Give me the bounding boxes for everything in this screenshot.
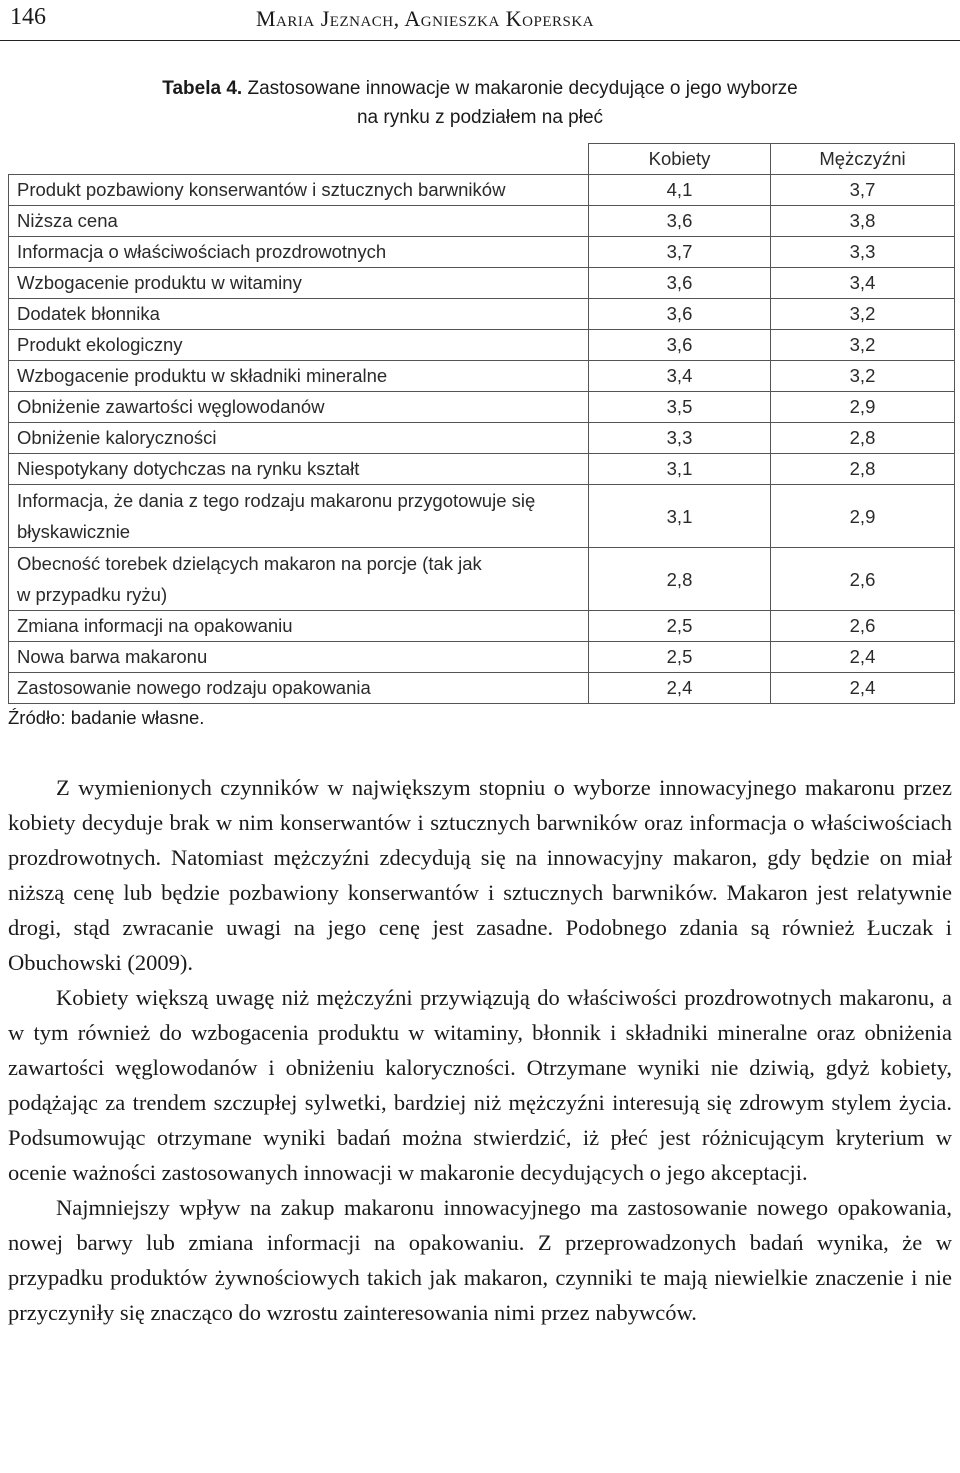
row-label-line-2: w przypadku ryżu) — [17, 584, 168, 605]
table-source-note: Źródło: badanie własne. — [8, 707, 205, 728]
header-empty-cell — [9, 144, 589, 175]
row-label: Wzbogacenie produktu w składniki mineralne — [9, 361, 589, 392]
value-mezczyzni: 2,6 — [771, 611, 955, 642]
value-mezczyzni: 2,4 — [771, 673, 955, 704]
value-kobiety: 2,5 — [589, 642, 771, 673]
value-mezczyzni: 3,8 — [771, 206, 955, 237]
table-caption — [0, 74, 960, 103]
body-text — [8, 770, 952, 1330]
table-row — [9, 206, 955, 237]
value-mezczyzni: 3,2 — [771, 361, 955, 392]
value-mezczyzni: 3,2 — [771, 330, 955, 361]
row-label: Obniżenie zawartości węglowodanów — [9, 392, 589, 423]
header-mezczyzni: Mężczyźni — [771, 144, 955, 175]
row-label: Niższa cena — [9, 206, 589, 237]
table-header-row — [9, 144, 955, 175]
table-caption-line-1: Zastosowane innowacje w makaronie decydujące o jego wyborze — [247, 78, 798, 99]
value-kobiety: 3,6 — [589, 206, 771, 237]
value-kobiety: 2,5 — [589, 611, 771, 642]
value-mezczyzni: 2,9 — [771, 485, 955, 548]
value-mezczyzni: 2,8 — [771, 454, 955, 485]
value-kobiety: 3,1 — [589, 485, 771, 548]
table-row — [9, 268, 955, 299]
value-kobiety: 2,4 — [589, 673, 771, 704]
value-kobiety: 4,1 — [589, 175, 771, 206]
row-label: Zmiana informacji na opakowaniu — [9, 611, 589, 642]
value-kobiety: 3,6 — [589, 299, 771, 330]
row-label: Informacja o właściwościach prozdrowotnych — [9, 237, 589, 268]
row-label — [9, 485, 589, 548]
value-kobiety: 3,5 — [589, 392, 771, 423]
row-label: Dodatek błonnika — [9, 299, 589, 330]
header-kobiety: Kobiety — [589, 144, 771, 175]
row-label: Wzbogacenie produktu w witaminy — [9, 268, 589, 299]
row-label: Niespotykany dotychczas na rynku kształt — [9, 454, 589, 485]
table-row — [9, 642, 955, 673]
row-label: Obniżenie kaloryczności — [9, 423, 589, 454]
value-kobiety: 3,3 — [589, 423, 771, 454]
row-label: Produkt ekologiczny — [9, 330, 589, 361]
table-row — [9, 175, 955, 206]
value-kobiety: 2,8 — [589, 548, 771, 611]
paragraph: Z wymienionych czynników w największym stopniu o wyborze innowacyjnego makaronu przez kobiety decyduje brak w nim konserwantów i sztucznych barwników oraz informacja o właściwościach prozdrowotnych. Natomiast mężczyźni zdecydują się na innowacyjny makaron, gdy będzie on miał niższą cenę lub będzie pozbawiony konserwantów i sztucznych barwników. Makaron jest relatywnie drogi, stąd zwracanie uwagi na jego cenę jest zasadne. Podobnego zdania są również Łuczak i Obuchowski (2009). — [8, 775, 952, 975]
row-label-line-2: błyskawicznie — [17, 521, 131, 542]
value-mezczyzni: 3,4 — [771, 268, 955, 299]
row-label-line-1: Obecność torebek dzielących makaron na porcje (tak jak — [17, 553, 482, 574]
data-table — [8, 143, 955, 704]
table-row — [9, 392, 955, 423]
row-label — [9, 548, 589, 611]
table-row — [9, 423, 955, 454]
table-row — [9, 485, 955, 548]
table-row — [9, 299, 955, 330]
running-head — [0, 0, 960, 41]
value-kobiety: 3,1 — [589, 454, 771, 485]
table-row — [9, 611, 955, 642]
table-row — [9, 237, 955, 268]
value-kobiety: 3,6 — [589, 330, 771, 361]
table-row — [9, 454, 955, 485]
row-label-line-1: Informacja, że dania z tego rodzaju makaronu przygotowuje się — [17, 490, 536, 511]
value-mezczyzni: 2,6 — [771, 548, 955, 611]
table-row — [9, 673, 955, 704]
value-mezczyzni: 2,9 — [771, 392, 955, 423]
row-label: Produkt pozbawiony konserwantów i sztucznych barwników — [9, 175, 589, 206]
value-mezczyzni: 3,3 — [771, 237, 955, 268]
table-row — [9, 330, 955, 361]
paragraph: Najmniejszy wpływ na zakup makaronu innowacyjnego ma zastosowanie nowego opakowania, nowej barwy lub zmiana informacji na opakowaniu. Z przeprowadzonych badań wynika, że w przypadku produktów żywnościowych takich jak makaron, czynniki te mają niewielkie znaczenie i nie przyczyniły się znacząco do wzrostu zainteresowania nimi przez nabywców. — [8, 1195, 952, 1325]
table-row — [9, 548, 955, 611]
row-label: Zastosowanie nowego rodzaju opakowania — [9, 673, 589, 704]
row-label: Nowa barwa makaronu — [9, 642, 589, 673]
value-mezczyzni: 3,2 — [771, 299, 955, 330]
paragraph: Kobiety większą uwagę niż mężczyźni przywiązują do właściwości prozdrowotnych makaronu, a w tym również do wzbogacenia produktu w witaminy, błonnik i składniki mineralne oraz obniżenia zawartości węglowodanów i obniżeniu kaloryczności. Otrzymane wyniki nie dziwią, gdyż kobiety, podążając za trendem szczupłej sylwetki, bardziej niż mężczyźni interesują się zdrowym stylem życia. Podsumowując otrzymane wyniki badań można stwierdzić, iż płeć jest różnicującym kryterium w ocenie ważności zastosowanych innowacji w makaronie decydujących o jego akceptacji. — [8, 985, 952, 1185]
value-mezczyzni: 2,4 — [771, 642, 955, 673]
table-caption-line-2: na rynku z podziałem na płeć — [356, 107, 604, 128]
table-caption-continued — [0, 103, 960, 132]
running-title: Maria Jeznach, Agnieszka Koperskа — [256, 6, 595, 31]
value-mezczyzni: 3,7 — [771, 175, 955, 206]
page-number: 146 — [10, 4, 46, 30]
value-kobiety: 3,6 — [589, 268, 771, 299]
value-mezczyzni: 2,8 — [771, 423, 955, 454]
table-caption-label: Tabela 4. — [162, 78, 243, 99]
value-kobiety: 3,4 — [589, 361, 771, 392]
value-kobiety: 3,7 — [589, 237, 771, 268]
table-row — [9, 361, 955, 392]
